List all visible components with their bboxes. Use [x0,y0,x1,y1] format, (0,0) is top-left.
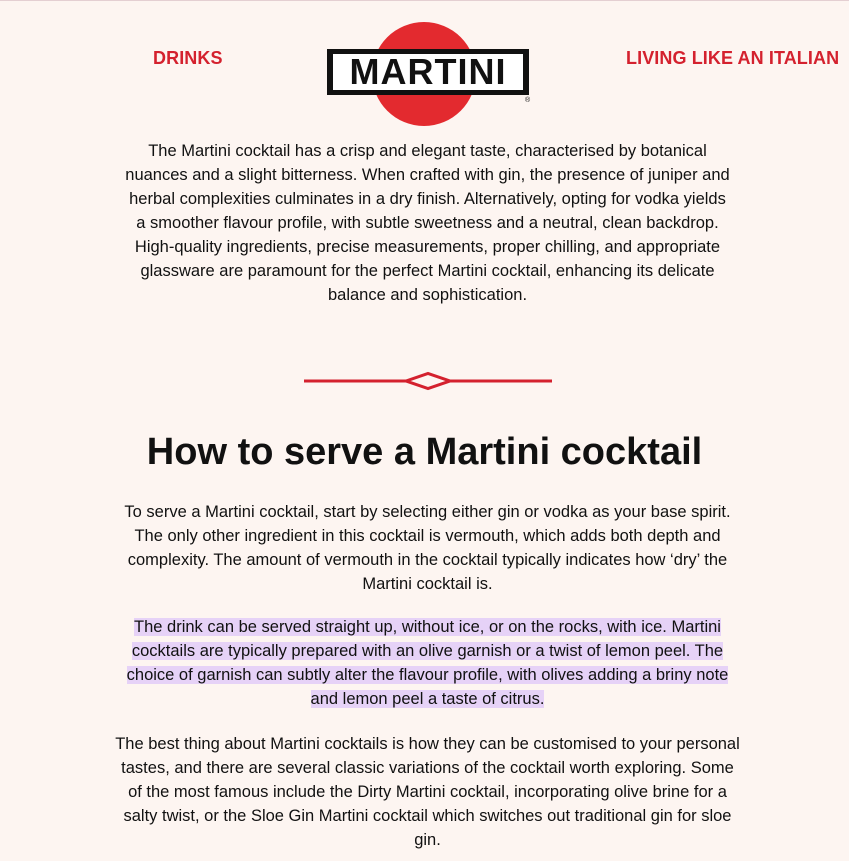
highlighted-text[interactable]: The drink can be served straight up, without ice, or on the rocks, with ice. Martini cocktails are typically prepared with an olive garnish or a twist of lemon peel. The choice of garnish can subtly alter the flavour profile, with olives adding a briny note and lemon peel a taste of citrus. [126,618,729,708]
intro-paragraph: The Martini cocktail has a crisp and elegant taste, characterised by botanical nuances and a slight bitterness. When crafted with gin, the presence of juniper and herbal complexities culminates in a dry finish. Alternatively, opting for vodka yields a smoother flavour profile, with subtle sweetness and a neutral, clean backdrop. High-quality ingredients, precise measurements, proper chilling, and appropriate glassware are paramount for the perfect Martini cocktail, enhancing its delicate balance and sophistication. [125,142,730,304]
serve-paragraph-3: The best thing about Martini cocktails is how they can be customised to your personal tastes, and there are several classic variations of the cocktail worth exploring. Some of the most famous include the Dirty Martini cocktail, incorporating olive brine for a salty twist, or the Sloe Gin Martini cocktail which switches out traditional gin for sloe gin. [115,735,740,849]
serve-paragraph-1: To serve a Martini cocktail, start by selecting either gin or vodka as your base spirit. The only other ingredient in this cocktail is vermouth, which adds both depth and complexity. The amount of vermouth in the cocktail typically indicates how ‘dry’ the Martini cocktail is. [124,503,731,593]
nav-link-living-like-an-italian[interactable]: LIVING LIKE AN ITALIAN [626,48,840,68]
logo-white-band [333,51,523,92]
logo-black-bar [327,49,529,95]
diamond-divider [304,371,552,391]
registered-mark: ® [525,97,531,104]
martini-logo[interactable] [326,22,532,128]
logo-wordmark: MARTINI [349,51,507,92]
nav-link-drinks[interactable]: DRINKS [153,48,223,68]
serve-paragraph-2 [120,615,735,711]
section-heading: How to serve a Martini cocktail [146,431,703,473]
